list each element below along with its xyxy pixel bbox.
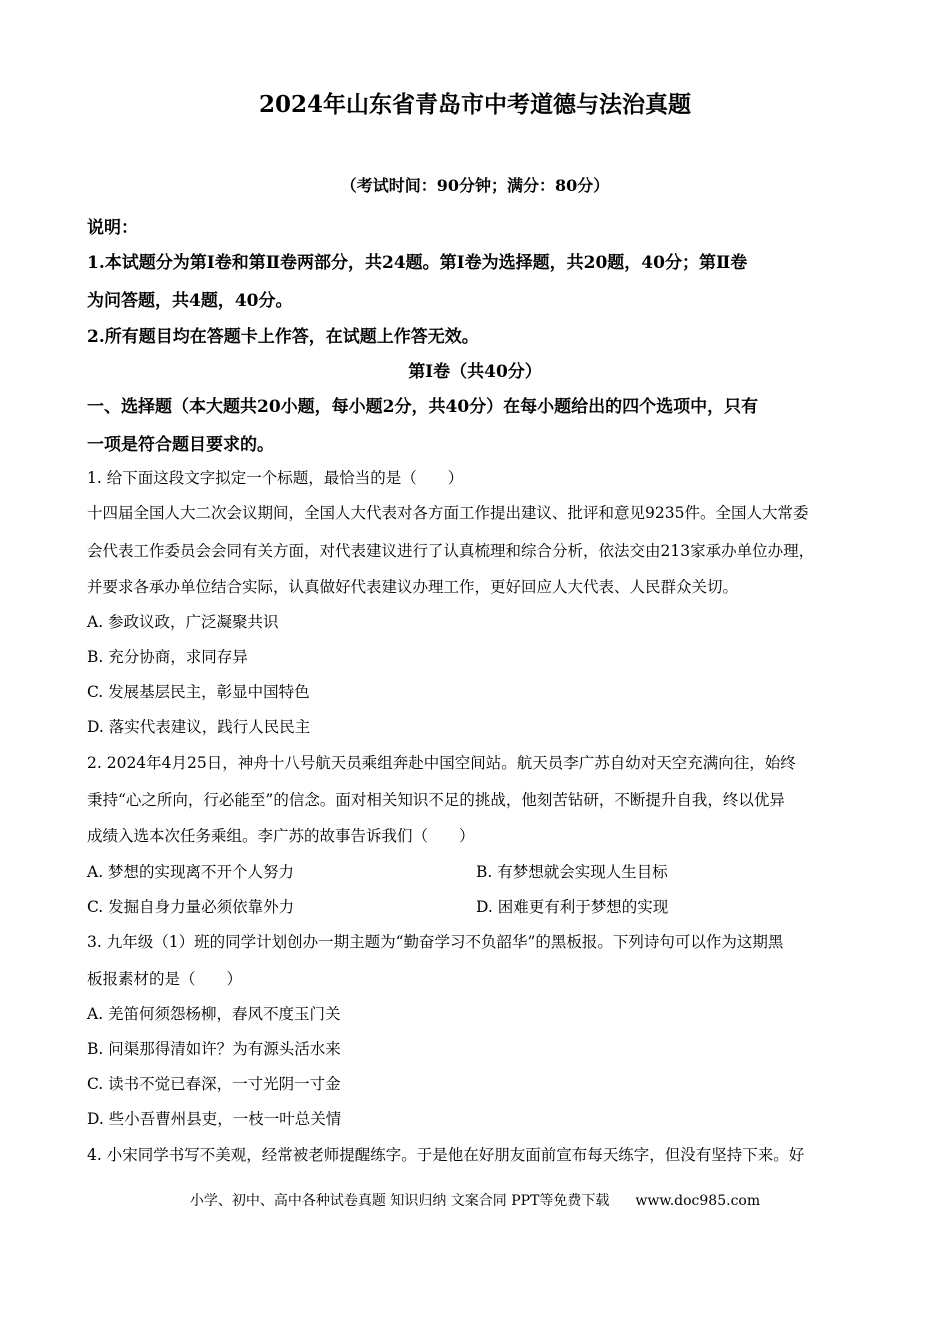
section-instructions-line-1: 一、选择题（本大题共20小题，每小题2分，共40分）在每小题给出的四个选项中，只有 <box>87 397 759 417</box>
notes-heading: 说明： <box>87 218 138 238</box>
q2-stem-line: 2. 2024年4月25日，神舟十八号航天员乘组奔赴中国空间站。航天员李广苏自幼对天空充满向往，始终 <box>87 754 796 772</box>
section-instructions-line-2: 一项是符合题目要求的。 <box>87 435 274 455</box>
q1-option-d: D. 落实代表建议，践行人民民主 <box>87 718 311 736</box>
section-heading: 第Ⅰ卷（共40分） <box>408 362 542 382</box>
q1-material-line: 会代表工作委员会会同有关方面，对代表建议进行了认真梳理和综合分析，依法交由213家承办单位办理， <box>87 542 815 560</box>
q1-option-a: A. 参政议政，广泛凝聚共识 <box>87 613 279 631</box>
q3-option-c: C. 读书不觉已春深，一寸光阴一寸金 <box>87 1075 341 1093</box>
q4-stem: 4. 小宋同学书写不美观，经常被老师提醒练字。于是他在好朋友面前宣布每天练字，但没有坚持下来。好 <box>87 1146 805 1164</box>
q2-option-d: D. 困难更有利于梦想的实现 <box>476 898 669 916</box>
q2-option-a: A. 梦想的实现离不开个人努力 <box>87 863 295 881</box>
q1-option-c: C. 发展基层民主，彰显中国特色 <box>87 683 310 701</box>
q3-option-d: D. 些小吾曹州县吏，一枝一叶总关情 <box>87 1110 342 1128</box>
exam-info: （考试时间：90分钟；满分：80分） <box>340 176 610 195</box>
footer-text: 小学、初中、高中各种试卷真题 知识归纳 文案合同 PPT等免费下载 <box>189 1193 610 1209</box>
q1-option-b: B. 充分协商，求同存异 <box>87 648 248 666</box>
footer-url[interactable]: www.doc985.com <box>635 1193 761 1209</box>
q2-stem-line: 成绩入选本次任务乘组。李广苏的故事告诉我们（ ） <box>87 827 475 845</box>
note-item-1-line-2: 为问答题，共4题，40分。 <box>87 291 293 311</box>
page-footer <box>0 1190 950 1210</box>
q1-stem: 1. 给下面这段文字拟定一个标题，最恰当的是（ ） <box>87 469 464 487</box>
q2-option-b: B. 有梦想就会实现人生目标 <box>476 863 668 881</box>
q3-stem-line: 3. 九年级（1）班的同学计划创办一期主题为“勤奋学习不负韶华”的黑板报。下列诗句可以作为这期黑 <box>87 933 784 951</box>
q1-material-line: 并要求各承办单位结合实际，认真做好代表建议办理工作，更好回应人大代表、人民群众关切。 <box>87 578 739 596</box>
q2-option-c: C. 发掘自身力量必须依靠外力 <box>87 898 295 916</box>
q2-stem-line: 秉持“心之所向，行必能至”的信念。面对相关知识不足的挑战，他刻苦钻研，不断提升自我，终以优异 <box>87 791 785 809</box>
q3-option-b: B. 问渠那得清如许？为有源头活水来 <box>87 1040 341 1058</box>
q3-stem-line: 板报素材的是（ ） <box>87 970 243 988</box>
q1-material-line: 十四届全国人大二次会议期间，全国人大代表对各方面工作提出建议、批评和意见9235件。全国人大常委 <box>87 504 809 522</box>
page-title: 2024年山东省青岛市中考道德与法治真题 <box>258 91 691 118</box>
note-item-2: 2.所有题目均在答题卡上作答，在试题上作答无效。 <box>87 327 479 347</box>
q3-option-a: A. 羌笛何须怨杨柳，春风不度玉门关 <box>87 1005 341 1023</box>
note-item-1-line-1: 1.本试题分为第Ⅰ卷和第Ⅱ卷两部分，共24题。第Ⅰ卷为选择题，共20题，40分；第Ⅱ卷 <box>87 253 748 273</box>
